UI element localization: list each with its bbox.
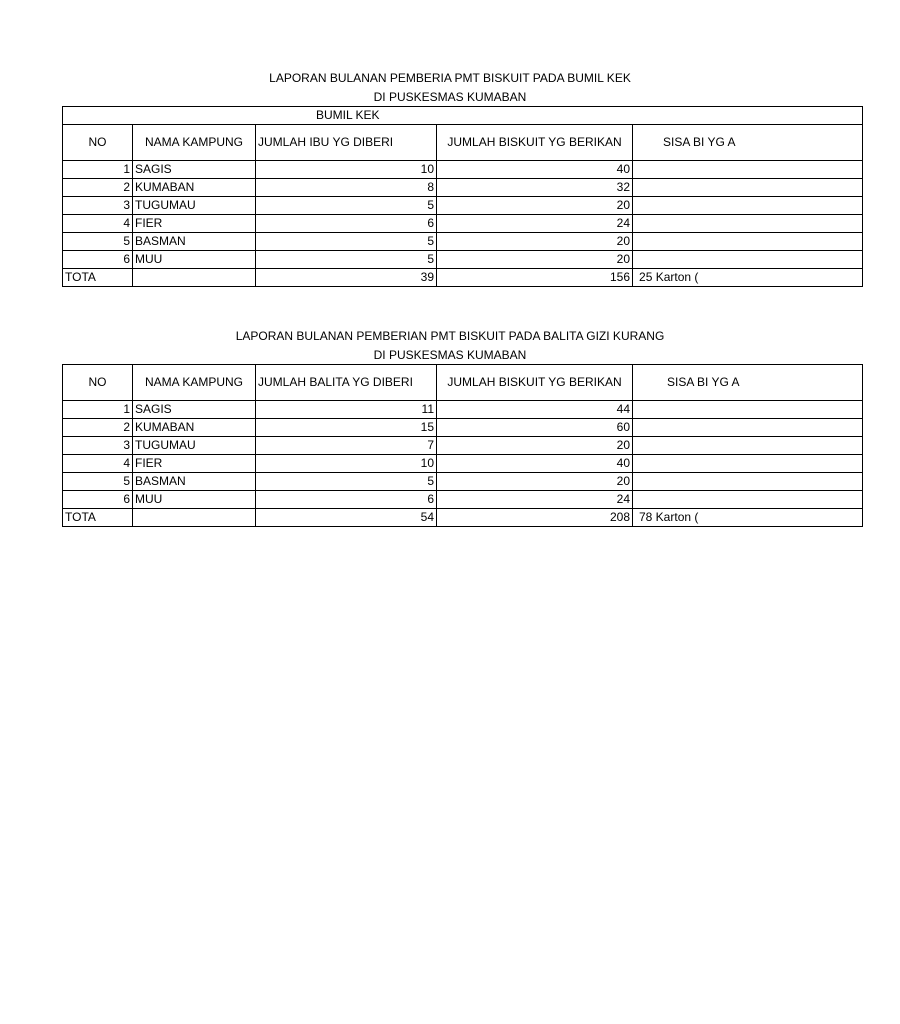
row-number: 4 <box>63 455 133 473</box>
total-sisa: 78 Karton ( <box>633 509 863 527</box>
report1-table <box>62 106 863 287</box>
total-biskuit: 156 <box>437 269 633 287</box>
row-biskuit: 24 <box>437 491 633 509</box>
row-nama-kampung: MUU <box>133 251 256 269</box>
row-nama-kampung: SAGIS <box>133 401 256 419</box>
table-row <box>63 473 863 491</box>
report2-total-row <box>63 509 863 527</box>
row-nama-kampung: KUMABAN <box>133 419 256 437</box>
report1-group-header: BUMIL KEK <box>63 107 633 125</box>
header-jumlah: JUMLAH BALITA YG DIBERI <box>256 365 437 401</box>
row-jumlah: 10 <box>256 161 437 179</box>
row-number: 5 <box>63 233 133 251</box>
row-nama-kampung: FIER <box>133 455 256 473</box>
report1-table-wrapper <box>62 106 736 287</box>
row-jumlah: 5 <box>256 233 437 251</box>
report1-title: LAPORAN BULANAN PEMBERIA PMT BISKUIT PADA BUMIL KEK <box>269 71 631 85</box>
row-jumlah: 6 <box>256 491 437 509</box>
table-row <box>63 215 863 233</box>
row-number: 5 <box>63 473 133 491</box>
row-number: 6 <box>63 491 133 509</box>
total-label: TOTA <box>63 269 133 287</box>
row-biskuit: 20 <box>437 437 633 455</box>
row-biskuit: 24 <box>437 215 633 233</box>
row-number: 2 <box>63 179 133 197</box>
row-biskuit: 60 <box>437 419 633 437</box>
row-sisa <box>633 455 863 473</box>
report2-subtitle: DI PUSKESMAS KUMABAN <box>373 348 527 362</box>
row-sisa <box>633 161 863 179</box>
row-jumlah: 6 <box>256 215 437 233</box>
header-jumlah: JUMLAH IBU YG DIBERI <box>256 125 437 161</box>
row-nama-kampung: KUMABAN <box>133 179 256 197</box>
table-row <box>63 401 863 419</box>
row-nama-kampung: TUGUMAU <box>133 197 256 215</box>
row-jumlah: 10 <box>256 455 437 473</box>
total-sisa: 25 Karton ( <box>633 269 863 287</box>
table-row <box>63 491 863 509</box>
header-no: NO <box>63 125 133 161</box>
header-biskuit: JUMLAH BISKUIT YG BERIKAN <box>437 125 633 161</box>
table-row <box>63 179 863 197</box>
table-row <box>63 455 863 473</box>
header-sisa: SISA BI YG A <box>633 125 863 161</box>
row-number: 6 <box>63 251 133 269</box>
row-sisa <box>633 491 863 509</box>
row-nama-kampung: MUU <box>133 491 256 509</box>
row-sisa <box>633 401 863 419</box>
total-jumlah: 54 <box>256 509 437 527</box>
report2-table-wrapper <box>62 364 740 527</box>
row-sisa <box>633 179 863 197</box>
table-row <box>63 197 863 215</box>
row-jumlah: 5 <box>256 197 437 215</box>
report1-group-header-row <box>63 107 863 125</box>
row-number: 2 <box>63 419 133 437</box>
row-biskuit: 32 <box>437 179 633 197</box>
report2-title: LAPORAN BULANAN PEMBERIAN PMT BISKUIT PADA BALITA GIZI KURANG <box>235 329 665 343</box>
row-jumlah: 5 <box>256 251 437 269</box>
total-jumlah: 39 <box>256 269 437 287</box>
report2-header-row <box>63 365 863 401</box>
row-jumlah: 5 <box>256 473 437 491</box>
header-nama-kampung: NAMA KAMPUNG <box>133 365 256 401</box>
row-jumlah: 15 <box>256 419 437 437</box>
row-biskuit: 20 <box>437 251 633 269</box>
row-number: 1 <box>63 161 133 179</box>
row-sisa <box>633 197 863 215</box>
header-biskuit: JUMLAH BISKUIT YG BERIKAN <box>437 365 633 401</box>
row-nama-kampung: BASMAN <box>133 473 256 491</box>
row-biskuit: 20 <box>437 197 633 215</box>
row-jumlah: 11 <box>256 401 437 419</box>
row-jumlah: 8 <box>256 179 437 197</box>
table-row <box>63 419 863 437</box>
row-sisa <box>633 233 863 251</box>
total-label: TOTA <box>63 509 133 527</box>
row-number: 1 <box>63 401 133 419</box>
row-nama-kampung: BASMAN <box>133 233 256 251</box>
row-jumlah: 7 <box>256 437 437 455</box>
row-sisa <box>633 437 863 455</box>
report1-subtitle: DI PUSKESMAS KUMABAN <box>373 90 527 104</box>
table-row <box>63 251 863 269</box>
row-number: 4 <box>63 215 133 233</box>
row-sisa <box>633 215 863 233</box>
row-biskuit: 44 <box>437 401 633 419</box>
header-sisa: SISA BI YG A <box>633 365 863 401</box>
row-sisa <box>633 251 863 269</box>
row-biskuit: 40 <box>437 161 633 179</box>
table-row <box>63 437 863 455</box>
row-nama-kampung: FIER <box>133 215 256 233</box>
report1-total-row <box>63 269 863 287</box>
row-nama-kampung: SAGIS <box>133 161 256 179</box>
row-biskuit: 40 <box>437 455 633 473</box>
row-number: 3 <box>63 437 133 455</box>
row-number: 3 <box>63 197 133 215</box>
header-nama-kampung: NAMA KAMPUNG <box>133 125 256 161</box>
report1-header-row <box>63 125 863 161</box>
row-biskuit: 20 <box>437 473 633 491</box>
table-row <box>63 233 863 251</box>
row-nama-kampung: TUGUMAU <box>133 437 256 455</box>
report2-table <box>62 364 863 527</box>
row-sisa <box>633 419 863 437</box>
total-biskuit: 208 <box>437 509 633 527</box>
row-sisa <box>633 473 863 491</box>
table-row <box>63 161 863 179</box>
header-no: NO <box>63 365 133 401</box>
row-biskuit: 20 <box>437 233 633 251</box>
